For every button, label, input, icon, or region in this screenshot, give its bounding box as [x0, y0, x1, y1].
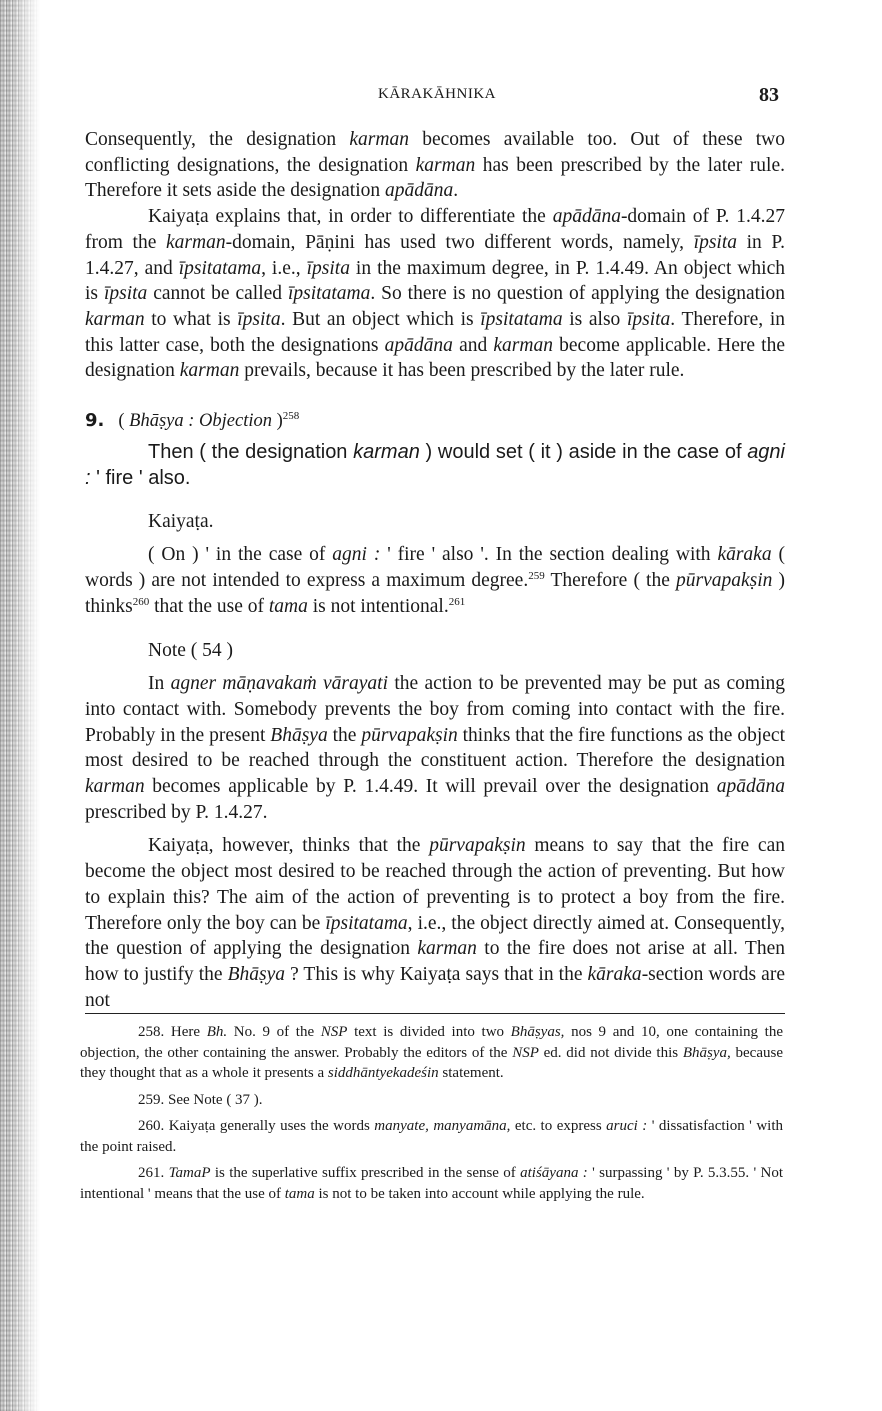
main-text	[85, 127, 785, 1013]
running-head: KĀRAKĀHNIKA	[378, 86, 496, 102]
footnote-258: 258. Here Bh. No. 9 of the NSP text is divided into two Bhāṣyas, nos 9 and 10, one containing the objection, the other containing the answer. Probably the editors of the NSP ed. did not divide this Bhāṣya, because they thought that as a whole it presents a siddhāntyekadeśin statement.	[80, 1024, 784, 1081]
footnote-260: 260. Kaiyaṭa generally uses the words manyate, manyamāna, etc. to express aruci : ' dissatisfaction ' with the point raised.	[80, 1118, 783, 1155]
paragraph-kaiyata-comment: ( On ) ' in the case of agni : ' fire ' also '. In the section dealing with kāraka ( words ) are not intended to express a maximum degree.$^{259}$ Therefore ( the pūrvapakṣin ) thinks$^{260}$ that the use of tama is not intentional.$^{261}$	[85, 544, 785, 617]
footnote-ref-261: 261	[448, 595, 466, 608]
footnote-261: 261. TamaP is the superlative suffix prescribed in the sense of atiśāyana : ' surpassing ' by P. 5.3.55. ' Not intentional ' means that the use of tama is not to be taken into account while applying the rule.	[80, 1165, 784, 1202]
section-label: Bhāṣya : Objection	[129, 411, 272, 432]
footnotes	[80, 1022, 783, 1210]
section-number: 9.	[85, 410, 105, 432]
footnote-ref-260: 260	[132, 595, 150, 608]
page-header	[0, 86, 882, 110]
page-binding-edge	[0, 0, 40, 1411]
bhasya-objection-text: Then ( the designation karman ) would set ( it ) aside in the case of agni : ' fire ' also.	[85, 440, 785, 489]
footnote-ref-259: 259	[528, 570, 545, 583]
section-heading-bhasya-9: 9. ( Bhāṣya : Objection )$^{258}$	[85, 410, 300, 432]
footnote-259: 259. See Note ( 37 ).	[138, 1091, 263, 1108]
note-heading: Note ( 54 )	[148, 639, 234, 661]
footnote-divider	[85, 1013, 785, 1014]
kaiyata-heading: Kaiyaṭa.	[148, 510, 214, 532]
paragraph-note-54: In agner māṇavakaṁ vārayati the action to be prevented may be put as coming into contact with. Somebody prevents the boy from coming into contact with the fire. Probably in the present Bhāṣya the pūrvapakṣin thinks that the fire functions as the object most desired to be reached through the constituent action. Therefore the designation karman becomes applicable by P. 1.4.49. It will prevail over the designation apādāna prescribed by P. 1.4.27.	[85, 673, 785, 823]
page-number: 83	[759, 84, 779, 106]
paragraph-kaiyata-explains: Kaiyaṭa explains that, in order to differentiate the apādāna-domain of P. 1.4.27 from the karman-domain, Pāṇini has used two different words, namely, īpsita in P. 1.4.27, and īpsitatama, i.e., īpsita in the maximum degree, in P. 1.4.49. An object which is īpsita cannot be called īpsitatama. So there is no question of applying the designation karman to what is īpsita. But an object which is īpsitatama is also īpsita. Therefore, in this latter case, both the designations apādāna and karman become applicable. Here the designation karman prevails, because it has been prescribed by the later rule.	[85, 206, 786, 382]
paragraph-conflict-resolution: Consequently, the designation karman becomes available too. Out of these two conflicting designations, the designation karman has been prescribed by the later rule. Therefore it sets aside the designation apādāna.	[85, 129, 785, 202]
footnote-ref-258: 258	[282, 410, 300, 423]
paragraph-kaiyata-however: Kaiyaṭa, however, thinks that the pūrvapakṣin means to say that the fire can become the object most desired to be reached through the action of preventing. But how to explain this? The aim of the action of preventing is to protect a boy from the fire. Therefore only the boy can be īpsitatama, i.e., the object directly aimed at. Consequently, the question of applying the designation karman to the fire does not arise at all. Then how to justify the Bhāṣya ? This is why Kaiyaṭa says that in the kāraka-section words are not	[85, 835, 785, 1011]
